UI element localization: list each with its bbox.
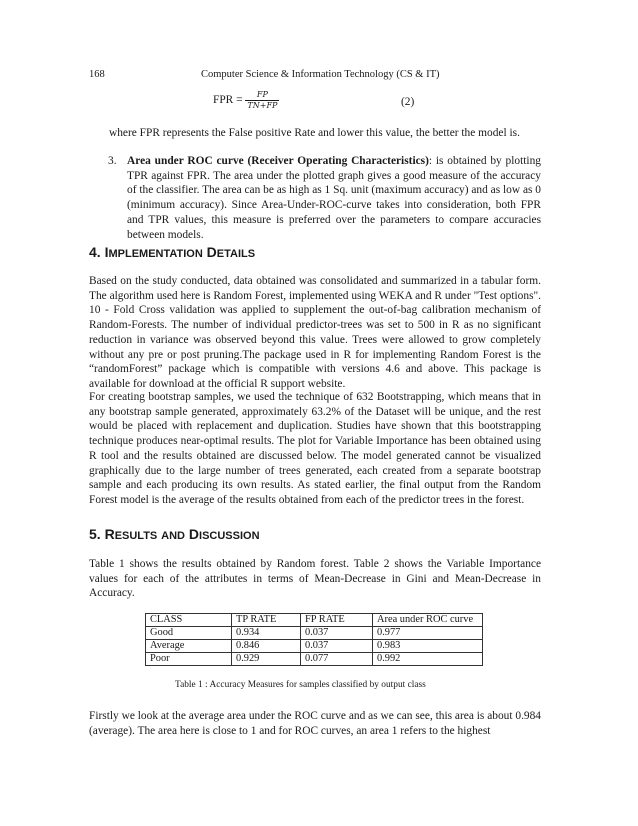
table-cell: 0.977 (373, 627, 483, 640)
results-table (145, 613, 483, 666)
fpr-explanation: where FPR represents the False positive Rate and lower this value, the better the model is. (109, 127, 520, 139)
table-cell: Good (146, 627, 232, 640)
equation-fraction (245, 90, 279, 111)
closing-paragraph: Firstly we look at the average area under the ROC curve and as we can see, this area is about 0.984 (average). The area here is close to 1 and for ROC curves, an area 1 refers to the highest (89, 710, 541, 737)
table-row (146, 653, 483, 666)
implementation-paragraph-1: Based on the study conducted, data obtained was consolidated and summarized in a tabular form. The algorithm used here is Random Forest, implemented using WEKA and R under "Test options". 10 - Fold Cross validation was applied to supplement the out-of-bag calibration mechanism of Random-Forests. The number of individual predictor-trees was set to 500 in R as no significant reduction in variance was observed beyond this value. Trees were allowed to grow completely without any pre or post pruning.The package used in R for implementing Random Forest is the “randomForest” package which is compatible with versions 4.6 and above. This package is available for download at the official R support website. (89, 275, 541, 390)
implementation-paragraph-2: For creating bootstrap samples, we used the technique of 632 Bootstrapping, which means that in any bootstrap sample generated, approximately 63.2% of the Dataset will be unique, and the rest would be placed with replacement and duplication. Studies have shown that this bootstrapping technique produces near-optimal results. The plot for Variable Importance has been obtained using R tool and the results obtained are discussed below. The model generated cannot be visualized graphically due to the large number of trees generated, each created from a separate bootstrap sample and each producing its own results. As stated earlier, the final output from the Random Forest model is the average of the results obtained from each of the predictor trees in the forest. (89, 391, 541, 506)
table-cell: 0.846 (232, 640, 301, 653)
table-cell: 0.992 (373, 653, 483, 666)
table-caption: Table 1 : Accuracy Measures for samples classified by output class (175, 680, 426, 690)
section-heading-results: 5. RESULTS AND DISCUSSION (89, 526, 260, 542)
equation-fpr (213, 90, 279, 111)
table-row (146, 627, 483, 640)
table-header-row (146, 614, 483, 627)
table-cell: 0.934 (232, 627, 301, 640)
list-number: 3. (108, 155, 117, 167)
table-header-cell: CLASS (146, 614, 232, 627)
table-cell: Poor (146, 653, 232, 666)
equation-denominator: TN+FP (247, 101, 278, 110)
page-number: 168 (89, 69, 105, 80)
equation-lhs: FPR = (213, 94, 243, 107)
list-item-roc (127, 154, 541, 242)
table-cell: 0.983 (373, 640, 483, 653)
table-header-cell: Area under ROC curve (373, 614, 483, 627)
equation-numerator: FP (245, 90, 279, 101)
table-cell: Average (146, 640, 232, 653)
equation-number: (2) (401, 96, 415, 108)
section-heading-implementation: 4. IMPLEMENTATION DETAILS (89, 244, 256, 260)
running-header: Computer Science & Information Technology (CS & IT) (201, 69, 440, 80)
list-item-text: : is obtained by plotting TPR against FPR. The area under the plotted graph gives a good measure of the accuracy of the classifier. The area can be as high as 1 Sq. unit (maximum accuracy) and as low as 0 (minimum accuracy). Since Area-Under-ROC-curve takes into consideration, both FPR and TPR values, this measure is preferred over the parameters to compare accuracies between models. (127, 155, 541, 241)
table-cell: 0.037 (301, 640, 373, 653)
table-cell: 0.037 (301, 627, 373, 640)
table-row (146, 640, 483, 653)
table-header-cell: FP RATE (301, 614, 373, 627)
table-cell: 0.077 (301, 653, 373, 666)
table-header-cell: TP RATE (232, 614, 301, 627)
list-item-term: Area under ROC curve (Receiver Operating Characteristics) (127, 155, 429, 167)
table-cell: 0.929 (232, 653, 301, 666)
results-paragraph: Table 1 shows the results obtained by Random forest. Table 2 shows the Variable Importance values for each of the attributes in terms of Mean-Decrease in Gini and Mean-Decrease in Accuracy. (89, 558, 541, 600)
